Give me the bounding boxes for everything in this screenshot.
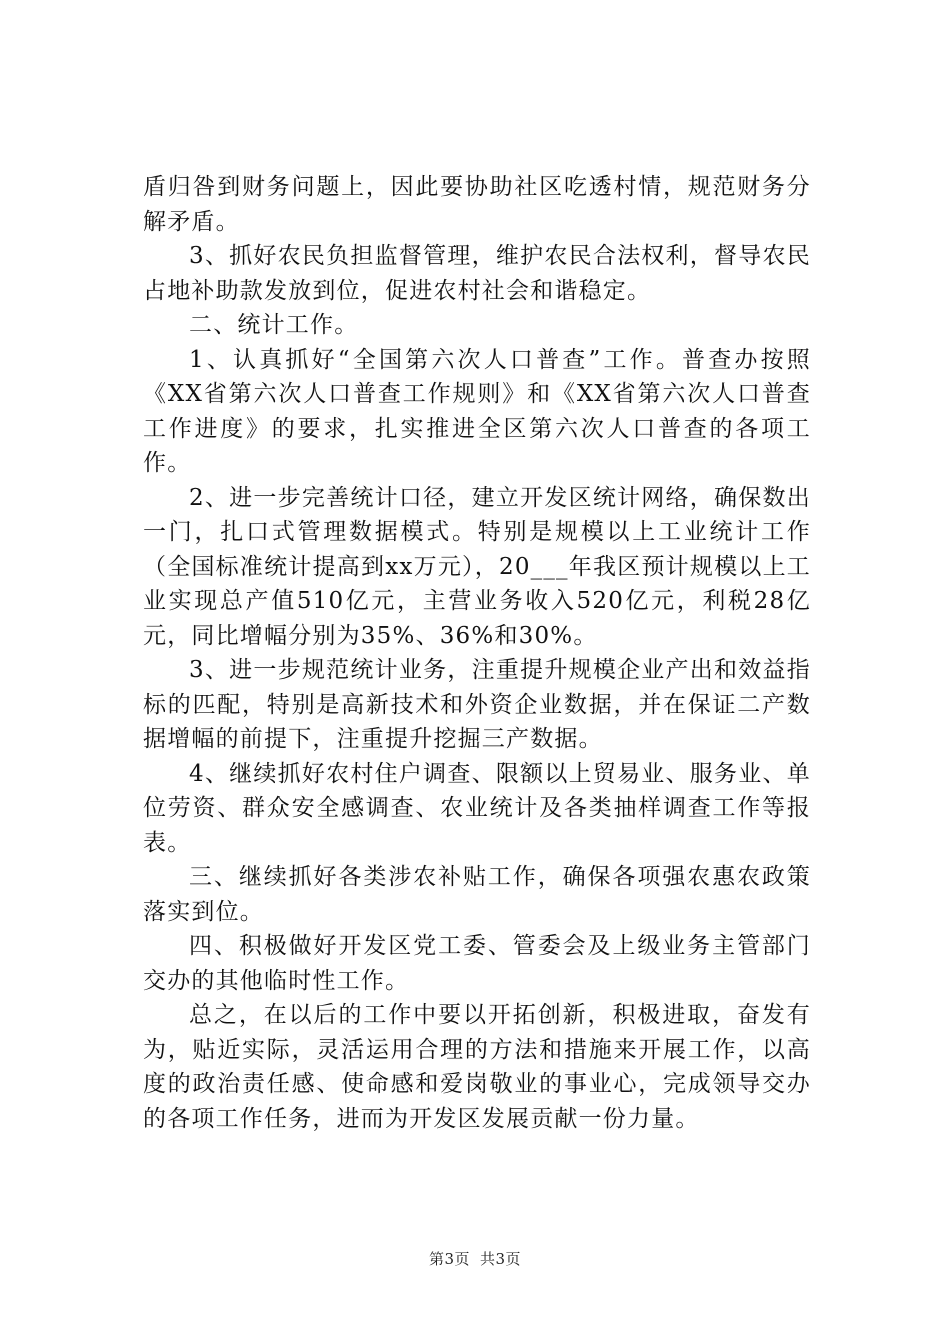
paragraph: 3、进一步规范统计业务，注重提升规模企业产出和效益指标的匹配，特别是高新技术和外资企业数据，并在保证二产数据增幅的前提下，注重提升挖掘三产数据。 bbox=[143, 657, 811, 752]
page-footer bbox=[0, 1249, 950, 1269]
page-number: 第3页 bbox=[428, 1250, 470, 1268]
paragraph: 4、继续抓好农村住户调查、限额以上贸易业、服务业、单位劳资、群众安全感调查、农业统计及各类抽样调查工作等报表。 bbox=[143, 760, 811, 856]
page-total: 共3页 bbox=[480, 1250, 522, 1268]
section-heading: 二、统计工作。 bbox=[189, 312, 359, 338]
section-heading: 三、继续抓好各类涉农补贴工作，确保各项强农惠农政策落实到位。 bbox=[143, 864, 811, 925]
paragraph: 3、抓好农民负担监督管理，维护农民合法权利，督导农民占地补助款发放到位，促进农村社会和谐稳定。 bbox=[143, 243, 811, 304]
section-heading: 四、积极做好开发区党工委、管委会及上级业务主管部门交办的其他临时性工作。 bbox=[143, 933, 811, 994]
paragraph: 1、认真抓好“全国第六次人口普查”工作。普查办按照《XX省第六次人口普查工作规则》和《XX省第六次人口普查工作进度》的要求，扎实推进全区第六次人口普查的各项工作。 bbox=[143, 346, 811, 476]
paragraph: 总之，在以后的工作中要以开拓创新，积极进取，奋发有为，贴近实际，灵活运用合理的方法和措施来开展工作，以高度的政治责任感、使命感和爱岗敬业的事业心，完成领导交办的各项工作任务，进而为开发区发展贡献一份力量。 bbox=[143, 1002, 811, 1132]
paragraph: 盾归咎到财务问题上，因此要协助社区吃透村情，规范财务分解矛盾。 bbox=[143, 174, 811, 235]
document-body bbox=[143, 170, 811, 1136]
paragraph: 2、进一步完善统计口径，建立开发区统计网络，确保数出一门，扎口式管理数据模式。特别是规模以上工业统计工作（全国标准统计提高到xx万元），20___年我区预计规模以上工业实现总产值510亿元，主营业务收入520亿元，利税28亿元，同比增幅分别为35%、36%和30%。 bbox=[143, 484, 811, 649]
